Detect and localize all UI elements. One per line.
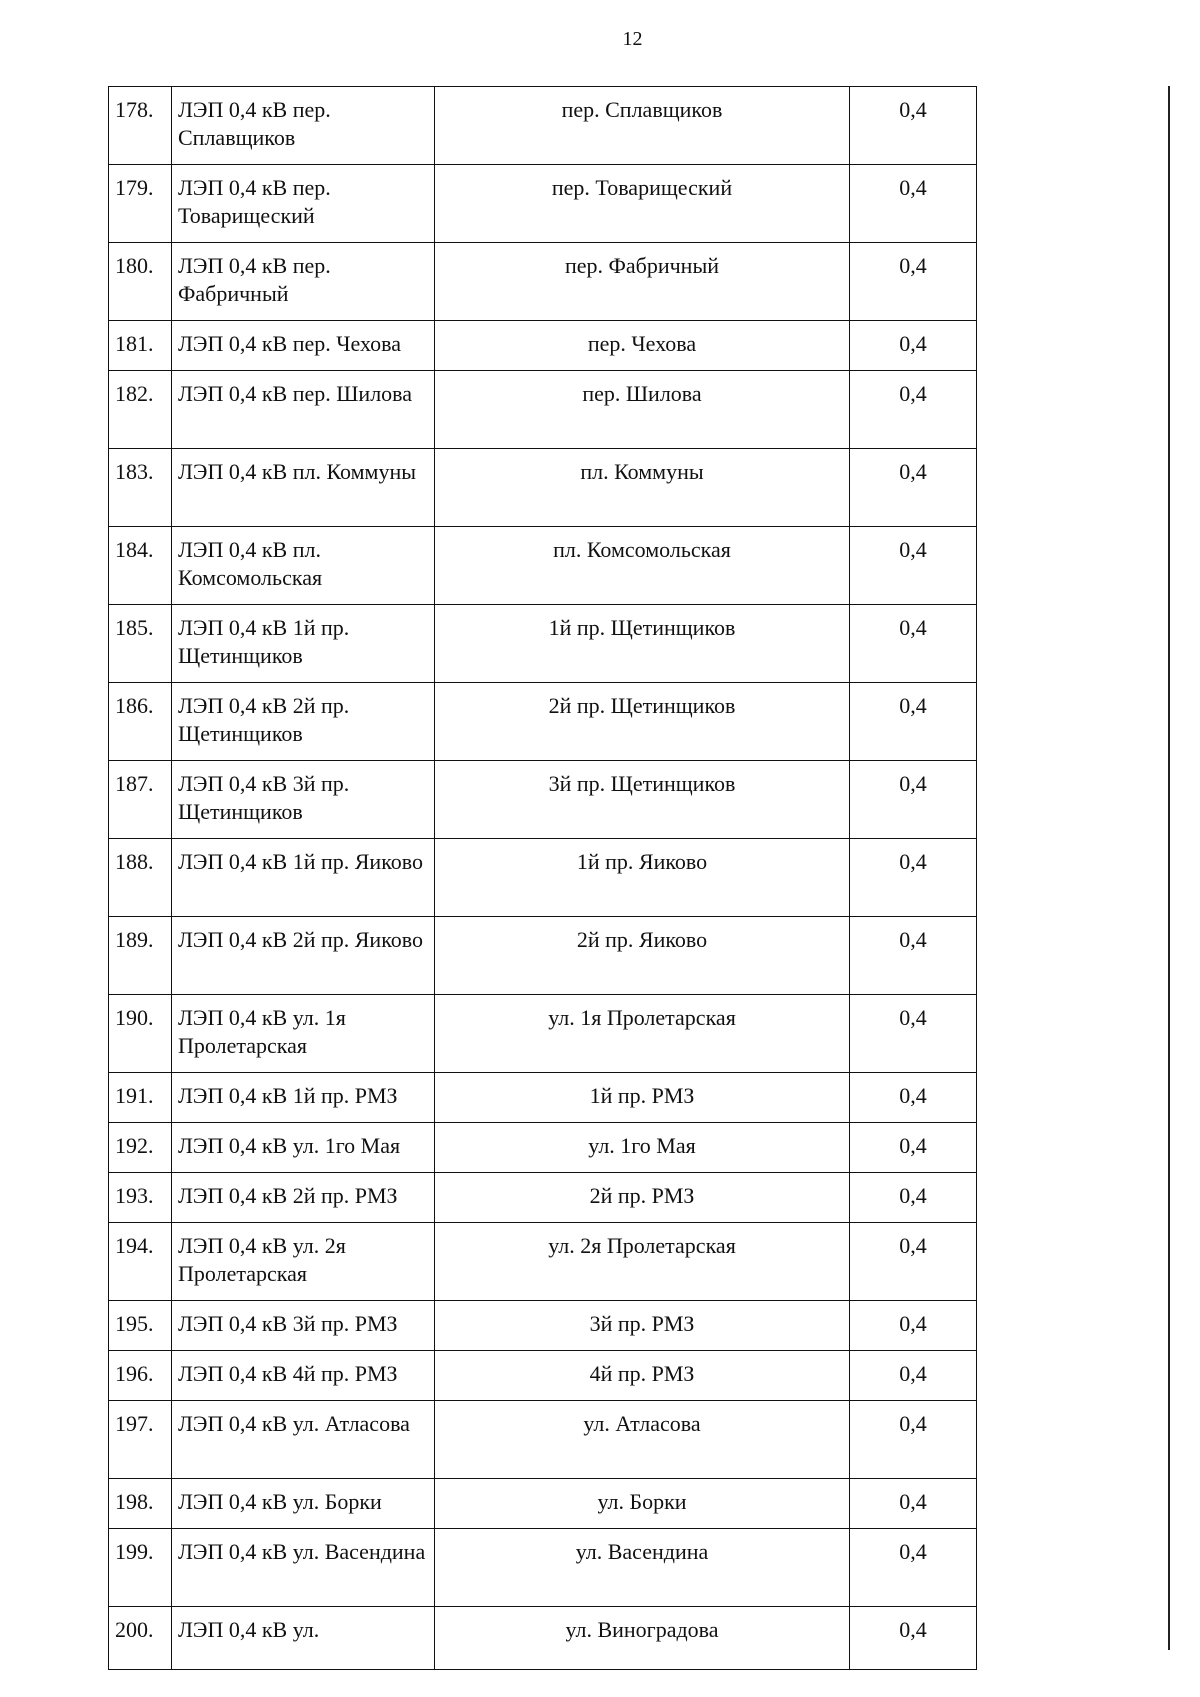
line-name: ЛЭП 0,4 кВ ул. 1я Пролетарская bbox=[172, 995, 435, 1073]
line-voltage: 0,4 bbox=[850, 243, 977, 321]
table-row bbox=[109, 449, 977, 527]
table-row bbox=[109, 917, 977, 995]
line-voltage: 0,4 bbox=[850, 605, 977, 683]
table-row bbox=[109, 1529, 977, 1607]
line-name: ЛЭП 0,4 кВ 1й пр. Яиково bbox=[172, 839, 435, 917]
row-number: 179. bbox=[109, 165, 172, 243]
line-location: ул. Борки bbox=[435, 1479, 850, 1529]
line-name: ЛЭП 0,4 кВ ул. Васендина bbox=[172, 1529, 435, 1607]
line-voltage: 0,4 bbox=[850, 1529, 977, 1607]
line-name: ЛЭП 0,4 кВ ул. 1го Мая bbox=[172, 1123, 435, 1173]
table-row bbox=[109, 1123, 977, 1173]
table-row bbox=[109, 371, 977, 449]
line-voltage: 0,4 bbox=[850, 1301, 977, 1351]
table-row bbox=[109, 1223, 977, 1301]
line-location: 2й пр. Яиково bbox=[435, 917, 850, 995]
row-number: 191. bbox=[109, 1073, 172, 1123]
line-location: пл. Комсомольская bbox=[435, 527, 850, 605]
line-voltage: 0,4 bbox=[850, 527, 977, 605]
row-number: 184. bbox=[109, 527, 172, 605]
line-voltage: 0,4 bbox=[850, 761, 977, 839]
table-row bbox=[109, 605, 977, 683]
table-row bbox=[109, 87, 977, 165]
row-number: 182. bbox=[109, 371, 172, 449]
line-name: ЛЭП 0,4 кВ 3й пр. Щетинщиков bbox=[172, 761, 435, 839]
row-number: 194. bbox=[109, 1223, 172, 1301]
power-lines-table bbox=[108, 86, 977, 1670]
line-voltage: 0,4 bbox=[850, 995, 977, 1073]
row-number: 186. bbox=[109, 683, 172, 761]
line-voltage: 0,4 bbox=[850, 1401, 977, 1479]
row-number: 188. bbox=[109, 839, 172, 917]
line-location: 3й пр. Щетинщиков bbox=[435, 761, 850, 839]
line-voltage: 0,4 bbox=[850, 371, 977, 449]
row-number: 195. bbox=[109, 1301, 172, 1351]
line-voltage: 0,4 bbox=[850, 683, 977, 761]
line-location: 2й пр. РМЗ bbox=[435, 1173, 850, 1223]
row-number: 198. bbox=[109, 1479, 172, 1529]
line-location: ул. 1го Мая bbox=[435, 1123, 850, 1173]
line-name: ЛЭП 0,4 кВ ул. 2я Пролетарская bbox=[172, 1223, 435, 1301]
line-name: ЛЭП 0,4 кВ пл. Комсомольская bbox=[172, 527, 435, 605]
row-number: 183. bbox=[109, 449, 172, 527]
table-row bbox=[109, 321, 977, 371]
table-row bbox=[109, 995, 977, 1073]
margin-rule bbox=[1168, 86, 1170, 1650]
line-location: ул. 1я Пролетарская bbox=[435, 995, 850, 1073]
line-voltage: 0,4 bbox=[850, 1351, 977, 1401]
line-name: ЛЭП 0,4 кВ ул. Атласова bbox=[172, 1401, 435, 1479]
row-number: 199. bbox=[109, 1529, 172, 1607]
line-voltage: 0,4 bbox=[850, 1173, 977, 1223]
line-name: ЛЭП 0,4 кВ пл. Коммуны bbox=[172, 449, 435, 527]
table-row bbox=[109, 1607, 977, 1670]
line-name: ЛЭП 0,4 кВ пер. Чехова bbox=[172, 321, 435, 371]
line-location: пер. Шилова bbox=[435, 371, 850, 449]
line-location: 1й пр. РМЗ bbox=[435, 1073, 850, 1123]
table-row bbox=[109, 1073, 977, 1123]
line-voltage: 0,4 bbox=[850, 449, 977, 527]
line-name: ЛЭП 0,4 кВ пер. Товарищеский bbox=[172, 165, 435, 243]
line-name: ЛЭП 0,4 кВ ул. Борки bbox=[172, 1479, 435, 1529]
line-location: 2й пр. Щетинщиков bbox=[435, 683, 850, 761]
line-voltage: 0,4 bbox=[850, 1223, 977, 1301]
table-row bbox=[109, 1401, 977, 1479]
line-location: пер. Сплавщиков bbox=[435, 87, 850, 165]
line-name: ЛЭП 0,4 кВ пер. Сплавщиков bbox=[172, 87, 435, 165]
row-number: 178. bbox=[109, 87, 172, 165]
line-voltage: 0,4 bbox=[850, 1073, 977, 1123]
line-location: 3й пр. РМЗ bbox=[435, 1301, 850, 1351]
line-location: пер. Чехова bbox=[435, 321, 850, 371]
line-name: ЛЭП 0,4 кВ 1й пр. Щетинщиков bbox=[172, 605, 435, 683]
row-number: 187. bbox=[109, 761, 172, 839]
line-name: ЛЭП 0,4 кВ 2й пр. Яиково bbox=[172, 917, 435, 995]
line-name: ЛЭП 0,4 кВ ул. bbox=[172, 1607, 435, 1670]
line-location: 1й пр. Щетинщиков bbox=[435, 605, 850, 683]
line-voltage: 0,4 bbox=[850, 1479, 977, 1529]
table-row bbox=[109, 761, 977, 839]
line-voltage: 0,4 bbox=[850, 165, 977, 243]
row-number: 192. bbox=[109, 1123, 172, 1173]
row-number: 180. bbox=[109, 243, 172, 321]
row-number: 181. bbox=[109, 321, 172, 371]
table-row bbox=[109, 165, 977, 243]
table-row bbox=[109, 1301, 977, 1351]
row-number: 190. bbox=[109, 995, 172, 1073]
line-location: ул. Виноградова bbox=[435, 1607, 850, 1670]
line-location: 4й пр. РМЗ bbox=[435, 1351, 850, 1401]
line-location: ул. Атласова bbox=[435, 1401, 850, 1479]
line-name: ЛЭП 0,4 кВ пер. Шилова bbox=[172, 371, 435, 449]
row-number: 200. bbox=[109, 1607, 172, 1670]
line-voltage: 0,4 bbox=[850, 917, 977, 995]
table-row bbox=[109, 683, 977, 761]
table-row bbox=[109, 1479, 977, 1529]
row-number: 189. bbox=[109, 917, 172, 995]
line-name: ЛЭП 0,4 кВ пер. Фабричный bbox=[172, 243, 435, 321]
row-number: 185. bbox=[109, 605, 172, 683]
page-number: 12 bbox=[622, 28, 643, 50]
line-location: пер. Фабричный bbox=[435, 243, 850, 321]
table-row bbox=[109, 527, 977, 605]
line-name: ЛЭП 0,4 кВ 2й пр. РМЗ bbox=[172, 1173, 435, 1223]
line-name: ЛЭП 0,4 кВ 2й пр. Щетинщиков bbox=[172, 683, 435, 761]
line-location: 1й пр. Яиково bbox=[435, 839, 850, 917]
line-location: пер. Товарищеский bbox=[435, 165, 850, 243]
table-row bbox=[109, 839, 977, 917]
row-number: 197. bbox=[109, 1401, 172, 1479]
table-row bbox=[109, 1173, 977, 1223]
line-location: пл. Коммуны bbox=[435, 449, 850, 527]
table-body bbox=[109, 87, 977, 1670]
line-location: ул. Васендина bbox=[435, 1529, 850, 1607]
row-number: 193. bbox=[109, 1173, 172, 1223]
line-name: ЛЭП 0,4 кВ 1й пр. РМЗ bbox=[172, 1073, 435, 1123]
line-location: ул. 2я Пролетарская bbox=[435, 1223, 850, 1301]
line-voltage: 0,4 bbox=[850, 87, 977, 165]
line-name: ЛЭП 0,4 кВ 4й пр. РМЗ bbox=[172, 1351, 435, 1401]
line-voltage: 0,4 bbox=[850, 321, 977, 371]
table-row bbox=[109, 243, 977, 321]
line-voltage: 0,4 bbox=[850, 1123, 977, 1173]
line-voltage: 0,4 bbox=[850, 839, 977, 917]
table-row bbox=[109, 1351, 977, 1401]
line-voltage: 0,4 bbox=[850, 1607, 977, 1670]
line-name: ЛЭП 0,4 кВ 3й пр. РМЗ bbox=[172, 1301, 435, 1351]
row-number: 196. bbox=[109, 1351, 172, 1401]
